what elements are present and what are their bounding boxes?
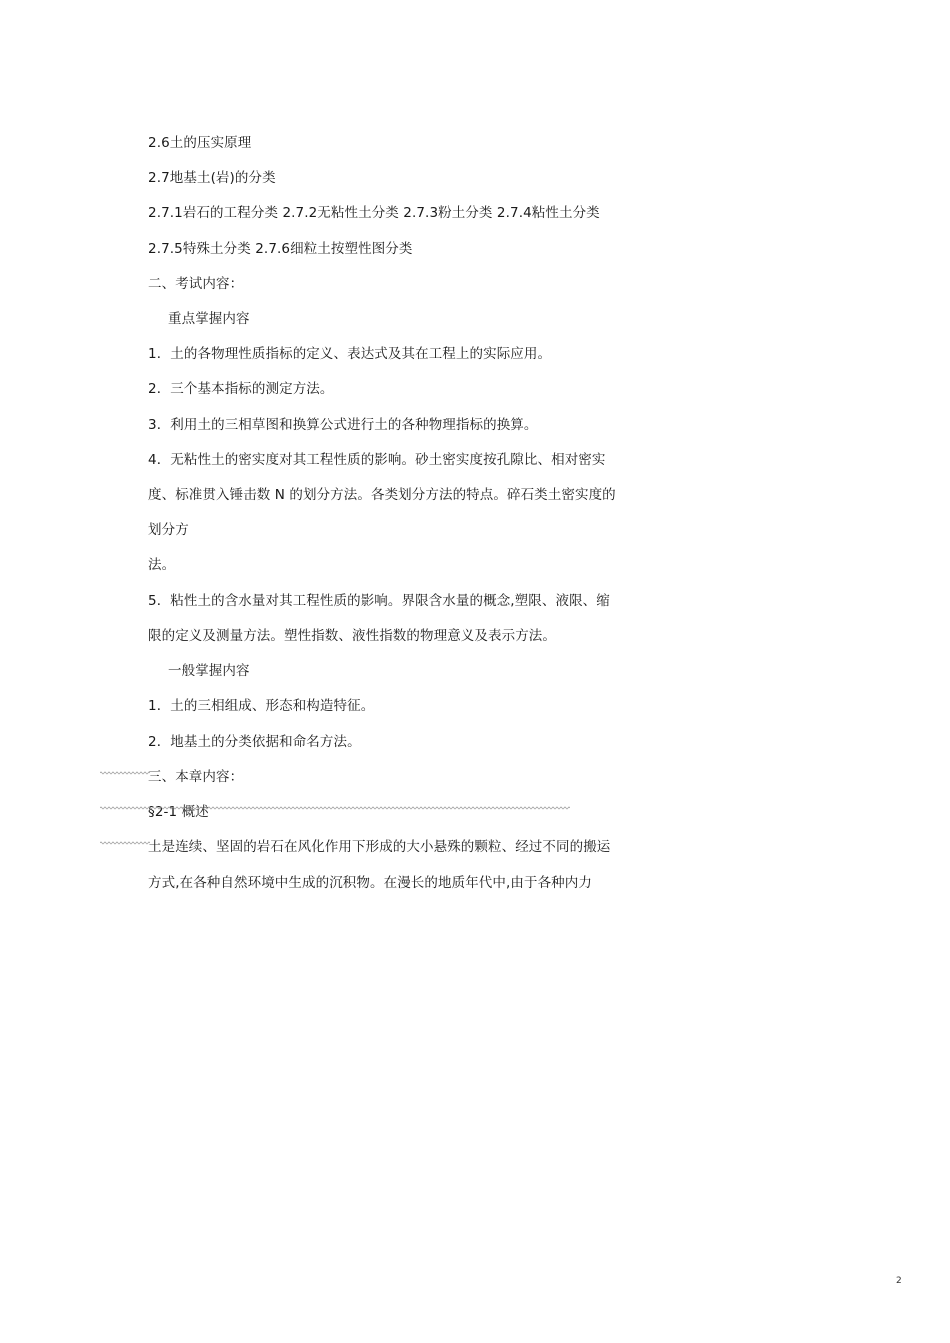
key-item-4-line-1: 4．无粘性土的密实度对其工程性质的影响。砂土密实度按孔隙比、相对密实 xyxy=(148,452,606,468)
key-item-1: 1．土的各物理性质指标的定义、表达式及其在工程上的实际应用。 xyxy=(148,346,552,362)
general-item-2: 2．地基土的分类依据和命名方法。 xyxy=(148,734,361,750)
toc-subitems-line-1: 2.7.1岩石的工程分类 2.7.2无粘性土分类 2.7.3粉土分类 2.7.4粘性土分类 xyxy=(148,205,600,221)
key-item-4-line-2: 度、标准贯入锤击数 N 的划分方法。各类划分方法的特点。碎石类土密实度的 xyxy=(148,487,616,503)
revision-squiggle-mark xyxy=(100,806,570,810)
section-heading-chapter-content: 三、本章内容： xyxy=(148,769,244,785)
toc-subitems-line-2: 2.7.5特殊土分类 2.7.6细粒土按塑性图分类 xyxy=(148,241,413,257)
revision-squiggle-mark xyxy=(100,841,150,845)
body-paragraph-line-2: 方式,在各种自然环境中生成的沉积物。在漫长的地质年代中,由于各种内力 xyxy=(148,875,592,891)
page-number: 2 xyxy=(896,1276,902,1286)
subheading-key-content: 重点掌握内容 xyxy=(168,311,250,327)
subheading-general-content: 一般掌握内容 xyxy=(168,663,250,679)
key-item-3: 3．利用土的三相草图和换算公式进行土的各种物理指标的换算。 xyxy=(148,417,538,433)
key-item-4-line-3: 划分方 xyxy=(148,522,189,538)
toc-item-2-7: 2.7地基土(岩)的分类 xyxy=(148,170,276,186)
key-item-4-line-4: 法。 xyxy=(148,557,176,573)
section-heading-exam-content: 二、考试内容： xyxy=(148,276,244,292)
general-item-1: 1．土的三相组成、形态和构造特征。 xyxy=(148,698,375,714)
key-item-2: 2．三个基本指标的测定方法。 xyxy=(148,381,334,397)
key-item-5-line-1: 5．粘性土的含水量对其工程性质的影响。界限含水量的概念,塑限、液限、缩 xyxy=(148,593,610,609)
toc-item-2-6: 2.6土的压实原理 xyxy=(148,135,252,151)
body-paragraph-line-1: 土是连续、坚固的岩石在风化作用下形成的大小悬殊的颗粒、经过不同的搬运 xyxy=(148,839,611,855)
revision-squiggle-mark xyxy=(100,771,150,775)
section-2-1-title: §2-1 概述 xyxy=(148,804,209,820)
key-item-5-line-2: 限的定义及测量方法。塑性指数、液性指数的物理意义及表示方法。 xyxy=(148,628,556,644)
